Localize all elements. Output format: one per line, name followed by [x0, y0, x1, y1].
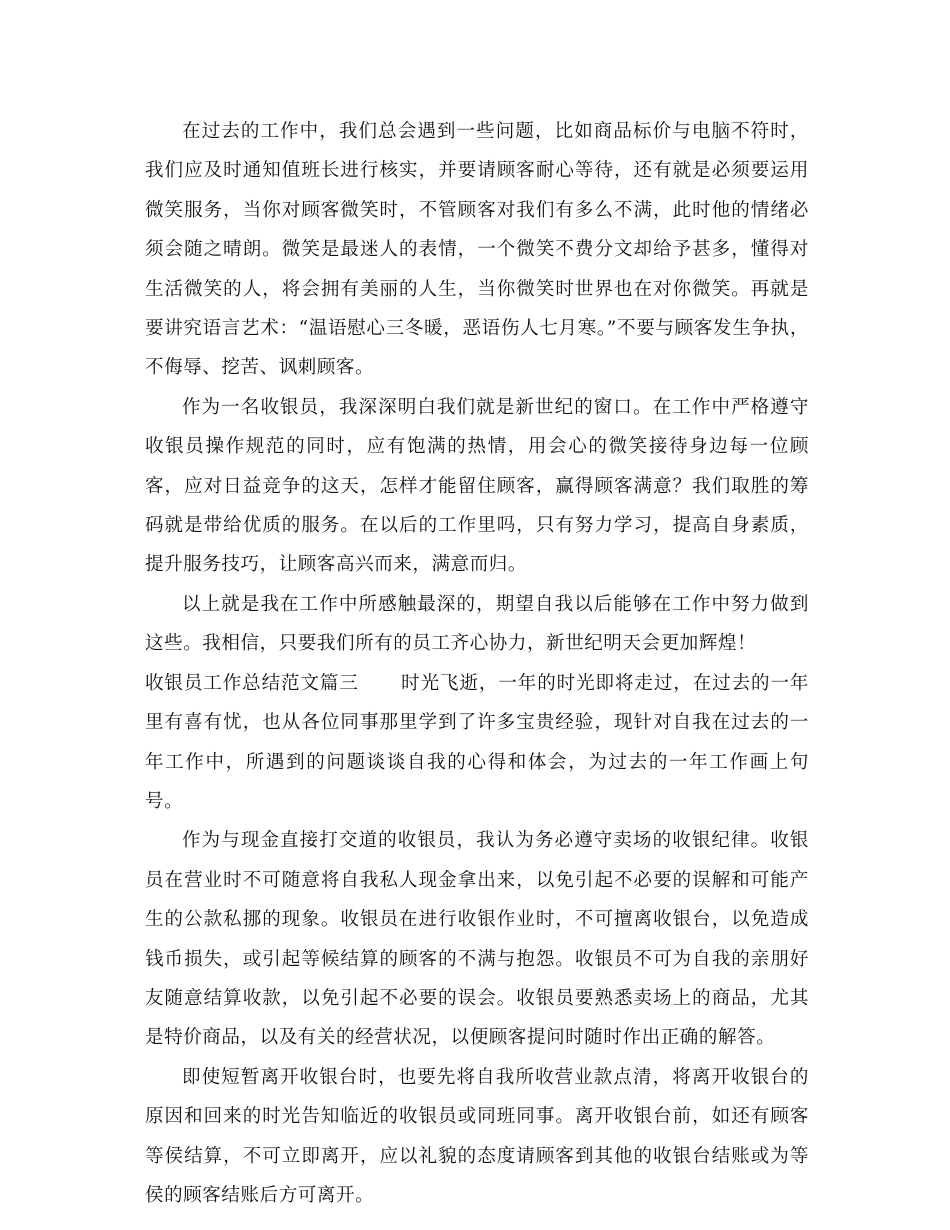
- paragraph-cash-discipline: 作为与现金直接打交道的收银员，我认为务必遵守卖场的收银纪律。收银员在营业时不可随意将自我私人现金拿出来，以免引起不必要的误解和可能产生的公款私挪的现象。收银员在进行收银作业时，不可擅离收银台，以免造成钱币损失，或引起等候结算的顾客的不满与抱怨。收银员不可为自我的亲朋好友随意结算收款，以免引起不必要的误会。收银员要熟悉卖场上的商品，尤其是特价商品，以及有关的经营状况，以便顾客提问时随时作出正确的解答。: [145, 830, 809, 1049]
- paragraph-leaving-register: 即使短暂离开收银台时，也要先将自我所收营业款点清，将离开收银台的原因和回来的时光告知临近的收银员或同班同事。离开收银台前，如还有顾客等侯结算，不可立即离开，应以礼貌的态度请顾客到其他的收银台结账或为等侯的顾客结账后方可离开。: [145, 1066, 809, 1206]
- section-heading: 收银员工作总结范文篇三: [145, 672, 359, 694]
- paragraph-cashier-window: 作为一名收银员，我深深明白我们就是新世纪的窗口。在工作中严格遵守收银员操作规范的同时，应有饱满的热情，用会心的微笑接待身边每一位顾客，应对日益竞争的这天，怎样才能留住顾客，赢得顾客满意？我们取胜的筹码就是带给优质的服务。在以后的工作里吗，只有努力学习，提高自身素质，提升服务技巧，让顾客高兴而来，满意而归。: [145, 396, 809, 576]
- section-intro: 时光飞逝，一年的时光即将走过，在过去的一年里有喜有忧，也从各位同事那里学到了许多宝贵经验，现针对自我在过去的一年工作中，所遇到的问题谈谈自我的心得和体会，为过去的一年工作画上句号。: [145, 672, 809, 812]
- document-body: [145, 112, 809, 1215]
- paragraph-smile-service: 在过去的工作中，我们总会遇到一些问题，比如商品标价与电脑不符时，我们应及时通知值班长进行核实，并要请顾客耐心等待，还有就是必须要运用微笑服务，当你对顾客微笑时，不管顾客对我们有多么不满，此时他的情绪必须会随之晴朗。微笑是最迷人的表情，一个微笑不费分文却给予甚多，懂得对生活微笑的人，将会拥有美丽的人生，当你微笑时世界也在对你微笑。再就是要讲究语言艺术：“温语慰心三冬暖，恶语伤人七月寒。”不要与顾客发生争执，不侮辱、挖苦、讽刺顾客。: [145, 121, 809, 379]
- section-three: [145, 664, 809, 822]
- paragraph-conclusion: 以上就是我在工作中所感触最深的，期望自我以后能够在工作中努力做到这些。我相信，只要我们所有的员工齐心协力，新世纪明天会更加辉煌！: [145, 593, 809, 655]
